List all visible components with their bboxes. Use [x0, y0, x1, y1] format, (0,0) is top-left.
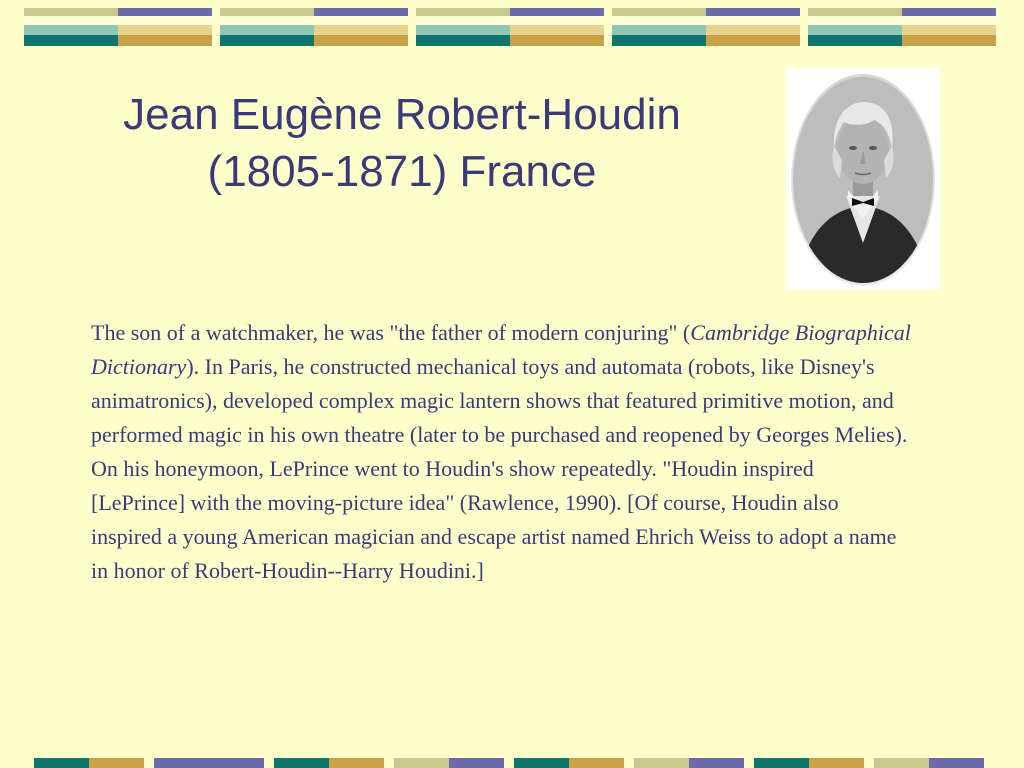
decor-block [514, 758, 624, 768]
decor-block [220, 8, 408, 46]
decor-block [754, 758, 864, 768]
portrait-image [786, 68, 940, 290]
title-line-dates: (1805-1871) France [207, 147, 597, 196]
slide-title [52, 86, 752, 200]
decor-block [808, 8, 996, 46]
bottom-decorative-band [34, 758, 1024, 768]
paragraph-citation-italic: Cambridge Biographical Dictionary [91, 320, 911, 379]
paragraph-text-start: The son of a watchmaker, he was "the father of modern conjuring" ( [91, 320, 691, 345]
decor-block [24, 8, 212, 46]
top-decorative-band [24, 8, 998, 46]
decor-block [394, 758, 504, 768]
decor-block [612, 8, 800, 46]
portrait-icon [786, 68, 940, 290]
decor-block [634, 758, 744, 768]
decor-block [274, 758, 384, 768]
paragraph-text-rest: ). In Paris, he constructed mechanical toys and automata (robots, like Disney's animatronics), developed complex magic lantern shows that featured primitive motion, and performed magic in his own theatre (later to be purchased and reopened by Georges Melies). On his honeymoon, LePrince went to Houdin's show repeatedly. "Houdin inspired [LePrince] with the moving-picture idea" (Rawlence, 1990). [Of course, Houdin also inspired a young American magician and escape artist named Ehrich Weiss to adopt a name in honor of Robert-Houdin--Harry Houdini.] [91, 354, 908, 583]
decor-block [34, 758, 144, 768]
decor-block [874, 758, 984, 768]
decor-block [416, 8, 604, 46]
title-line-name: Jean Eugène Robert-Houdin [123, 90, 681, 139]
body-paragraph [91, 316, 911, 588]
decor-block [154, 758, 264, 768]
